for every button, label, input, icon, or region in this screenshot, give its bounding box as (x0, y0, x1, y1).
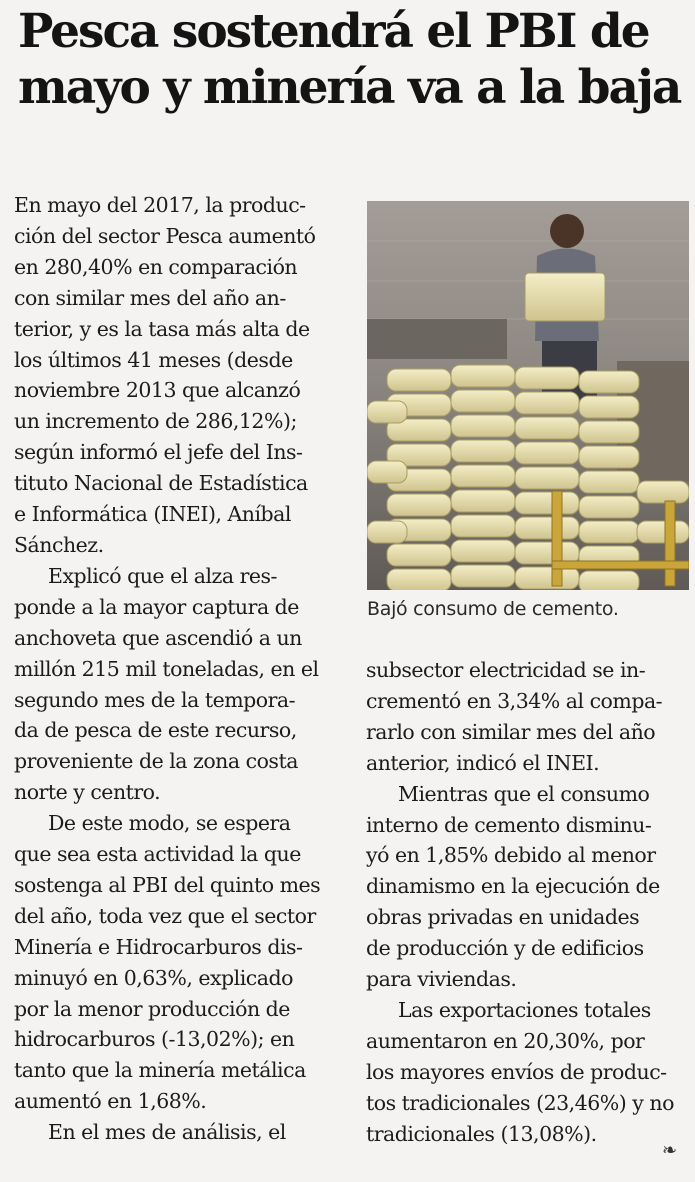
text-line: tituto Nacional de Estadística (14, 471, 308, 496)
text-line: segundo mes de la tempora- (14, 687, 296, 712)
text-line: da de pesca de este recurso, (14, 718, 297, 743)
text-line: aumentó en 1,68%. (14, 1089, 207, 1114)
text-line: tanto que la minería metálica (14, 1058, 306, 1083)
end-mark-icon: ❧ (662, 1140, 678, 1161)
text-line: aumentaron en 20,30%, por (366, 1028, 645, 1053)
text-line: millón 215 mil toneladas, en el (14, 656, 319, 681)
text-line: anchoveta que ascendió a un (14, 625, 302, 650)
text-line: ción del sector Pesca aumentó (14, 223, 316, 248)
text-line: de producción y de edificios (366, 936, 644, 961)
text-line: anterior, indicó el INEI. (366, 750, 600, 775)
article-column-left (14, 190, 336, 1148)
text-line: para viviendas. (366, 967, 517, 992)
text-line: que sea esta actividad la que (14, 842, 301, 867)
text-line: yó en 1,85% debido al menor (366, 843, 656, 868)
paragraph-start-line: Las exportaciones totales (398, 997, 651, 1022)
paragraph-start-line: Explicó que el alza res- (48, 563, 277, 588)
text-line: subsector electricidad se in- (366, 658, 646, 682)
paragraph-start-line: En el mes de análisis, el (48, 1120, 286, 1145)
text-line: noviembre 2013 que alcanzó (14, 378, 301, 403)
text-line: tradicionales (13,08%). (366, 1121, 597, 1146)
headline-line-2: mayo y minería va a la baja (18, 60, 681, 115)
text-line: terior, y es la tasa más alta de (14, 316, 310, 341)
text-line: Sánchez. (14, 532, 104, 557)
text-line: En mayo del 2017, la produc- (14, 193, 306, 217)
text-line: con similar mes del año an- (14, 285, 286, 310)
text-line: los mayores envíos de produc- (366, 1059, 667, 1084)
text-line: obras privadas en unidades (366, 905, 640, 930)
text-line: ponde a la mayor captura de (14, 594, 299, 619)
photo-caption: Bajó consumo de cemento. (367, 598, 619, 620)
text-line: según informó el jefe del Ins- (14, 440, 303, 465)
paragraph-start-line: De este modo, se espera (48, 811, 291, 836)
text-line: del año, toda vez que el sector (14, 903, 316, 928)
article-column-right (366, 655, 688, 1150)
text-line: un incremento de 286,12%); (14, 409, 297, 434)
text-line: sostenga al PBI del quinto mes (14, 872, 321, 897)
text-line: por la menor producción de (14, 996, 290, 1021)
headline (18, 4, 688, 116)
text-line: e Informática (INEI), Aníbal (14, 502, 291, 527)
text-line: minuyó en 0,63%, explicado (14, 965, 293, 990)
text-line: dinamismo en la ejecución de (366, 874, 660, 899)
cement-bags-photo (367, 201, 689, 590)
text-line: tos tradicionales (23,46%) y no (366, 1090, 674, 1115)
paragraph-start-line: Mientras que el consumo (398, 781, 650, 806)
headline-line-1: Pesca sostendrá el PBI de (18, 4, 649, 59)
text-line: proveniente de la zona costa (14, 749, 298, 774)
text-line: norte y centro. (14, 780, 161, 805)
text-line: los últimos 41 meses (desde (14, 347, 293, 372)
text-line: crementó en 3,34% al compa- (366, 688, 663, 713)
text-line: Minería e Hidrocarburos dis- (14, 934, 303, 959)
text-line: interno de cemento disminu- (366, 812, 652, 837)
text-line: hidrocarburos (-13,02%); en (14, 1027, 295, 1052)
text-line: en 280,40% en comparación (14, 254, 298, 279)
text-line: rarlo con similar mes del año (366, 719, 656, 744)
